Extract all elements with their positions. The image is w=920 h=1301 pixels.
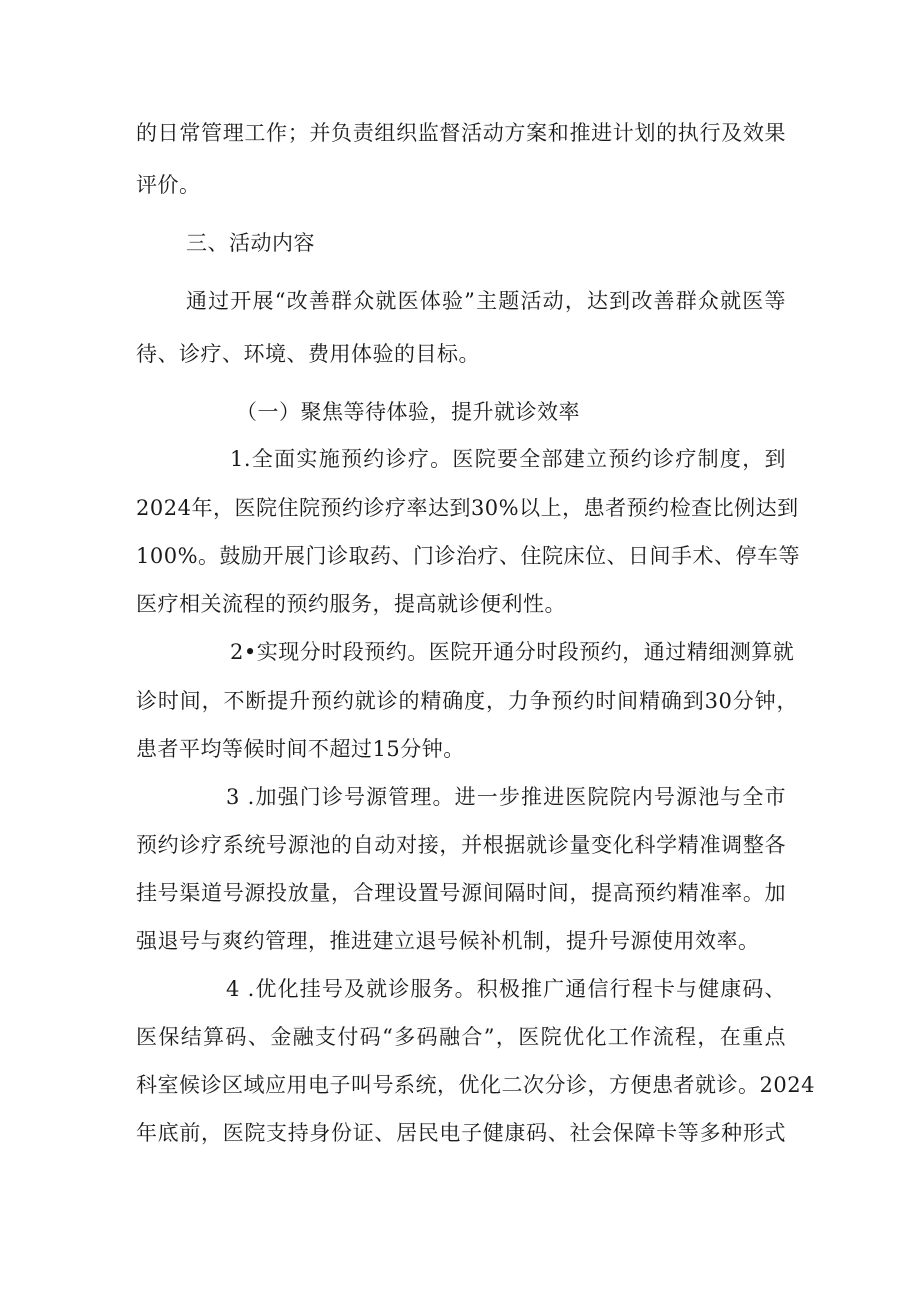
text-line: 科室候诊区域应用电子叫号系统，优化二次分诊，方便患者就诊。2024 [136, 1073, 815, 1097]
text-line: 通过开展“改善群众就医体验”主题活动，达到改善群众就医等 [186, 289, 786, 313]
text-line: 强退号与爽约管理，推进建立退号候补机制，提升号源使用效率。 [136, 929, 760, 953]
text-line: 3 .加强门诊号源管理。进一步推进医院院内号源池与全市 [226, 785, 786, 809]
text-line: 医疗相关流程的预约服务，提高就诊便利性。 [136, 592, 566, 616]
subsection-heading: （一）聚焦等待体验，提升就诊效率 [236, 400, 580, 424]
text-line: 待、诊疗、环境、费用体验的目标。 [136, 342, 480, 366]
text-line: 的日常管理工作；并负责组织监督活动方案和推进计划的执行及效果 [136, 121, 786, 145]
text-line: 4 .优化挂号及就诊服务。积极推广通信行程卡与健康码、 [226, 977, 786, 1001]
section-heading: 三、活动内容 [186, 231, 315, 255]
text-line: 评价。 [136, 173, 201, 197]
text-line: 2•实现分时段预约。医院开通分时段预约，通过精细测算就 [230, 640, 795, 664]
text-line: 1.全面实施预约诊疗。医院要全部建立预约诊疗制度，到 [230, 447, 786, 471]
text-line: 100%。鼓励开展门诊取药、门诊治疗、住院床位、日间手术、停车等 [136, 544, 801, 568]
text-line: 年底前，医院支持身份证、居民电子健康码、社会保障卡等多种形式 [136, 1121, 786, 1145]
text-line: 挂号渠道号源投放量，合理设置号源间隔时间，提高预约精准率。加 [136, 881, 786, 905]
text-line: 医保结算码、金融支付码“多码融合”，医院优化工作流程，在重点 [136, 1025, 786, 1049]
text-line: 患者平均等候时间不超过15分钟。 [136, 737, 465, 761]
text-line: 预约诊疗系统号源池的自动对接，并根据就诊量变化科学精准调整各 [136, 833, 786, 857]
text-line: 2024年，医院住院预约诊疗率达到30%以上，患者预约检查比例达到 [136, 496, 799, 520]
text-line: 诊时间，不断提升预约就诊的精确度，力争预约时间精确到30分钟， [136, 689, 798, 713]
